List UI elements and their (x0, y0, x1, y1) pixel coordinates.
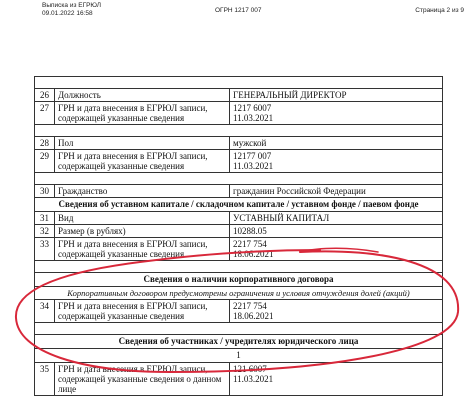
table-spacer-row (35, 261, 443, 273)
row-value (230, 363, 443, 395)
table-row (35, 363, 443, 396)
founder-index: 1 (35, 349, 443, 362)
table-spacer-row (35, 125, 443, 137)
row-number: 27 (35, 102, 55, 124)
grn-date: 11.03.2021 (233, 113, 274, 123)
row-number: 33 (35, 238, 55, 260)
header-page-number: Страница 2 из 9 (415, 7, 464, 14)
row-label: Должность (55, 89, 230, 101)
table-row (35, 89, 443, 102)
section-corporate-title: Сведения о наличии корпоративного договора (35, 273, 443, 286)
corporate-note: Корпоративным договором предусмотрены ограничения и условия отчуждения долей (акций) (35, 287, 443, 299)
header-timestamp: 09.01.2022 16:58 (42, 10, 93, 17)
grn-number: 121 6007 (233, 364, 267, 374)
row-value: 10288.05 (230, 225, 443, 237)
table-row (35, 185, 443, 198)
row-number: 30 (35, 185, 55, 197)
row-number: 34 (35, 300, 55, 322)
table-row (35, 225, 443, 238)
row-value (230, 238, 443, 260)
row-number: 26 (35, 89, 55, 101)
table-row (35, 102, 443, 125)
section-header-row (35, 273, 443, 287)
table-row (35, 238, 443, 261)
grn-number: 2217 754 (233, 239, 267, 249)
document-header-left (42, 2, 101, 18)
row-label: ГРН и дата внесения в ЕГРЮЛ записи, содержащей указанные сведения (55, 238, 230, 260)
table-row (35, 137, 443, 150)
row-label: ГРН и дата внесения в ЕГРЮЛ записи, содержащей указанные сведения о данном лице (55, 363, 230, 395)
row-value (230, 150, 443, 172)
grn-date: 11.03.2021 (233, 161, 274, 171)
founder-index-row (35, 349, 443, 363)
row-label: ГРН и дата внесения в ЕГРЮЛ записи, содержащей указанные сведения (55, 300, 230, 322)
corporate-note-row (35, 287, 443, 300)
row-label: Вид (55, 212, 230, 224)
grn-number: 12177 007 (233, 151, 272, 161)
grn-number: 2217 754 (233, 301, 267, 311)
grn-date: 11.03.2021 (233, 374, 274, 384)
row-label: Пол (55, 137, 230, 149)
grn-number: 1217 6007 (233, 103, 272, 113)
row-label: Гражданство (55, 185, 230, 197)
section-header-row (35, 198, 443, 212)
header-title: Выписка из ЕГРЮЛ (42, 2, 101, 9)
row-number: 31 (35, 212, 55, 224)
row-value: мужской (230, 137, 443, 149)
row-label: ГРН и дата внесения в ЕГРЮЛ записи, содержащей указанные сведения (55, 150, 230, 172)
grn-date: 18.06.2021 (233, 249, 274, 259)
table-spacer-row (35, 173, 443, 185)
row-value: ГЕНЕРАЛЬНЫЙ ДИРЕКТОР (230, 89, 443, 101)
section-header-row (35, 335, 443, 349)
grn-date: 18.06.2021 (233, 311, 274, 321)
row-number: 35 (35, 363, 55, 395)
table-spacer-row (35, 77, 443, 89)
table-row (35, 300, 443, 323)
row-number: 29 (35, 150, 55, 172)
row-number: 28 (35, 137, 55, 149)
row-number: 32 (35, 225, 55, 237)
row-value (230, 102, 443, 124)
row-value: гражданин Российской Федерации (230, 185, 443, 197)
header-ogrn: ОГРН 1217 007 (215, 7, 262, 14)
egrul-table (34, 76, 443, 396)
row-value: УСТАВНЫЙ КАПИТАЛ (230, 212, 443, 224)
table-spacer-row (35, 323, 443, 335)
section-capital-title: Сведения об уставном капитале / складочном капитале / уставном фонде / паевом фонде (35, 198, 443, 211)
row-value (230, 300, 443, 322)
table-row (35, 150, 443, 173)
row-label: ГРН и дата внесения в ЕГРЮЛ записи, содержащей указанные сведения (55, 102, 230, 124)
row-label: Размер (в рублях) (55, 225, 230, 237)
table-row (35, 212, 443, 225)
section-founders-title: Сведения об участниках / учредителях юридического лица (35, 335, 443, 348)
